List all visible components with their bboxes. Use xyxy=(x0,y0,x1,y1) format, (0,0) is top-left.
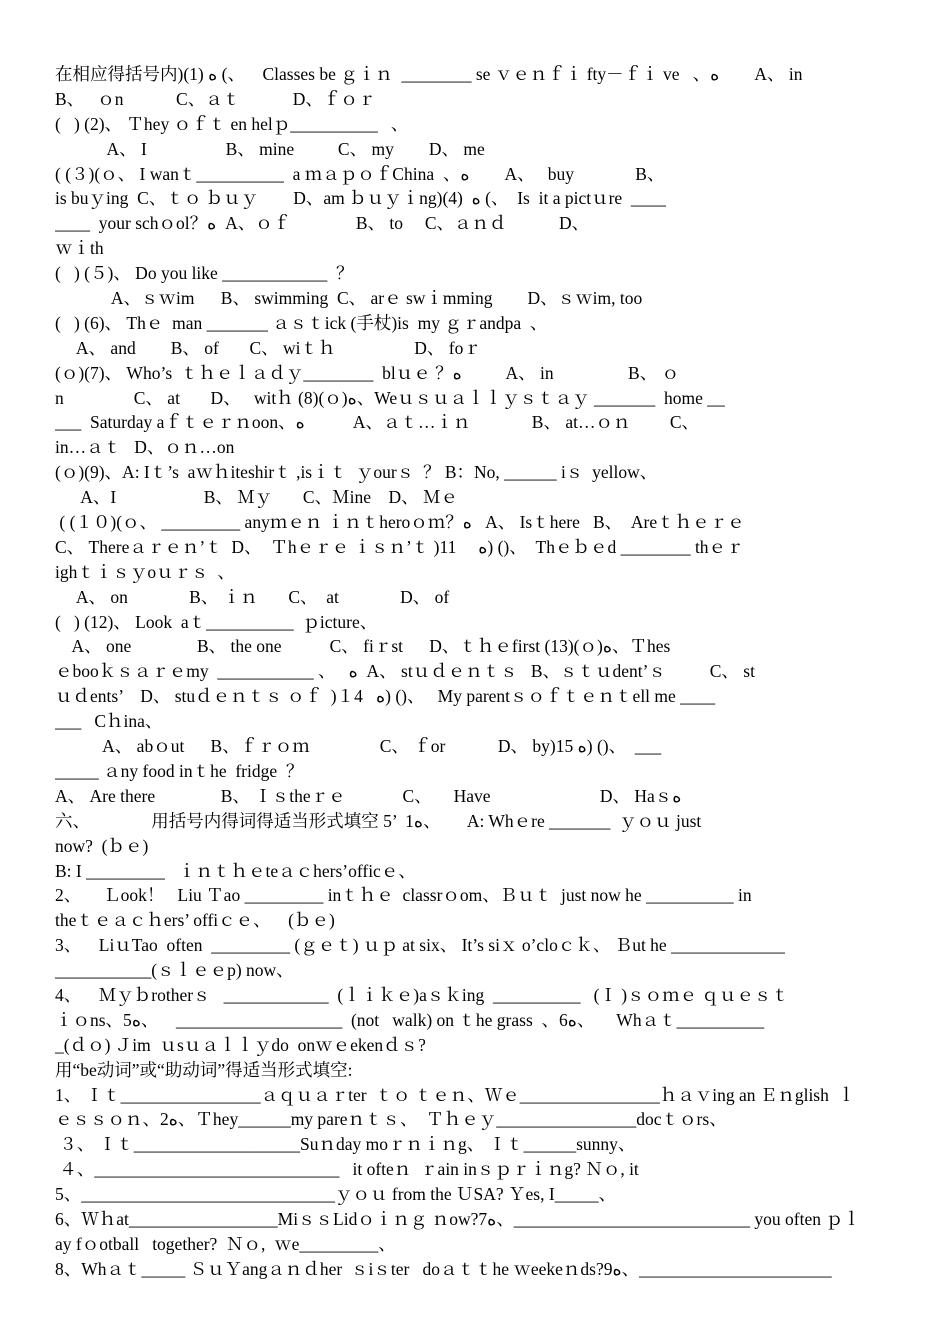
worksheet-page xyxy=(55,62,910,1282)
text-line: 在相应得括号内)ﻩ (1) (、 Classes be ｇｉｎ ________ se ｖｅｎｆｉ fty－ｆｉ ve 、ﻩ A、 in xyxy=(55,64,803,84)
text-line: B、 ｏn C、ａｔ D、ｆｏｒ xyxy=(55,88,376,109)
text-line: B: I _________ ｉｎｔｈｅteａｃhers’officｅ、 xyxy=(55,860,416,881)
text-line: A、ｓｗim B、 swimming C、 arｅ swｉmming D、ｓｗim, too xyxy=(55,288,643,309)
text-line: _____ ａny food inｔhe fridge ？ xyxy=(55,760,304,781)
text-line: A、 one B、 the one C、 fiｒst D、ｔｈｅfirst (13)(ｏ)ﻩ、Ｔhes xyxy=(55,636,671,657)
text-line: in…ａｔ D、ｏｎ…on xyxy=(55,437,235,458)
text-line: ( ) (12)、 Look aｔ__________ ｐicture、 xyxy=(55,611,378,632)
text-line: A、 on B、 ｉｎ C、 at D、 of xyxy=(55,586,450,607)
text-line: now? (ｂｅ) xyxy=(55,835,149,856)
text-line: 1、 Ｉｔ________________ａｑｕａｒter ｔｏ ｔｅｎ、Ｗｅ________________ｈａｖing an Ｅｎglish ｌ xyxy=(55,1084,856,1105)
text-line: is buｙing C、ｔｏ ｂｕｙ D、am ｂｕｙｉng)ﻩ (4) (、 Is it a pictｕre ____ xyxy=(55,188,666,209)
text-line: ｅｓｓｏｎ、2ﻩ、Ｔhey______my pareｎｔｓ、 Ｔｈｅｙ________________docｔｏrs、 xyxy=(55,1109,727,1130)
text-line: ___ Saturday aｆｔｅｒｎoon、ﻩ A、ａｔ…ｉｎ B、 at…ｏｎ C、 xyxy=(55,412,700,433)
text-line: A、 abｏut B、ｆｒｏｍ C、 ｆor D、 by)ﻩ 15) ()、 ___ xyxy=(55,736,662,757)
text-line: ____ your schｏol？ﻩ A、ｏｆ B、 to C、ａｎｄ D、 xyxy=(55,213,590,234)
text-line: ( ) (５)、 Do you like ____________ ？ xyxy=(55,263,354,284)
text-line: A、 Are there B、 Ｉｓtheｒｅ C、 Have D、 Haｓﻩ xyxy=(55,785,682,806)
text-line: A、I B、 Ｍｙ C、Ｍine D、 Ｍｅ xyxy=(55,487,458,508)
text-line: _(ｄｏ) Ｊim ｕsｕａｌｌｙdo onｗｅekenｄｓ? xyxy=(55,1034,426,1055)
text-line: ( ) (2)、 Ｔhey ｏｆｔ en helｐ__________ 、 xyxy=(55,113,409,134)
text-line: A、 and B、 of C、 wiｔｈ D、 foｒ xyxy=(55,337,481,358)
text-line: ｉｏns、5ﻩ、 ___________________ (not walk) on ｔhe grass 、6ﻩ、 Whａｔ__________ xyxy=(55,1009,765,1030)
text-line: (ｏ)(9)、A: Iｔ’s aｗｈiteshirｔ ,isｉｔ ｙourｓ ？ B：No, ______ iｓ yellow、 xyxy=(55,462,658,483)
text-line: 六、 用括号内得词得适当形式填空 5’ 1ﻩ、 A: Whｅre _______ ｙｏｕ just xyxy=(55,810,702,831)
text-line: 2、 Ｌook！ Liu Ｔao _________ inｔｈｅ classrｏom、Ｂｕｔ just now he __________ in xyxy=(55,885,752,906)
text-line: 用“be动词”或“助动词”得适当形式填空: xyxy=(55,1059,353,1080)
text-line: ___________(ｓｌｅｅp) now、 xyxy=(55,960,294,981)
text-line: ４、____________________________ it ofteｎ ｒain inｓｐｒｉｎg? Ｎｏ, it xyxy=(55,1159,639,1180)
text-line: 3、 LiｕTao often _________ (ｇｅｔ) ｕｐ at six、 It’s siｘ o’cloｃｋ、 Ｂut he _____________ xyxy=(55,935,785,956)
text-line: (ｏ)(7)、 Who’s ｔｈｅｌａｄｙ________ blｕｅ ？ﻩ A、 in B、 ｏ xyxy=(55,362,680,383)
text-line: ___ Cｈina、 xyxy=(55,711,163,732)
text-line: n C、 at D、 witｈ (8)(ｏ)ﻩ、Weｕｓｕａｌｌｙｓｔａｙ _______ home __ xyxy=(55,387,725,408)
text-line: ｕｄents’ D、 stuｄｅｎｔｓ ｏｆ )ﻩ １4) ()、 My parentｓｏｆｔｅｎｔell me ____ xyxy=(55,686,716,707)
text-line: C、 Thereａｒｅｎ’ｔ D、 Ｔhｅｒｅ ｉｓｎ’ｔ )ﻩ 11) ()、 Thｅｂｅd ________ thｅｒ xyxy=(55,536,744,557)
text-line: ｅbooｋｓａｒｅmy ___________ 、 ﻩ A、 stｕｄｅｎｔｓ B、ｓｔｕdent’ｓ C、 st xyxy=(55,661,755,682)
text-line: ( (３)(ｏ、 I wanｔ__________ a ｍａｐｏｆChina 、ﻩ A、 buy B、 xyxy=(55,163,665,184)
text-line: ay fｏotball together? Ｎｏ, ｗe_________、 xyxy=(55,1233,396,1254)
text-line: ighｔｉｓｙoｕｒｓ 、 xyxy=(55,561,235,582)
text-line: theｔｅａｃｈers’ offiｃｅ、 (ｂｅ) xyxy=(55,910,335,931)
text-line: 8、Whａｔ_____ ＳｕＹangａｎｄher ｓiｓter doａｔｔhe ｗeekeｎds?9ﻩ、______________________ xyxy=(55,1258,832,1279)
text-line: ｗｉth xyxy=(55,238,104,259)
text-line: ( ) (6)、 Thｅ man _______ ａｓｔick (手杖)is my ｇｒandpa 、 xyxy=(55,312,548,333)
text-line: 4、 Ｍｙｂrotherｓ ____________ (ｌｉｋｅ)aｓｋing __________ (Ｉ )ｓｏｍｅ ｑｕｅｓｔ xyxy=(55,984,789,1005)
text-line: ( (１０)(ｏ、 _________ anyｍｅｎ ｉｎｔheroｏｍ？ﻩ A、 Isｔhere B、 Areｔｈｅｒｅ xyxy=(55,512,745,533)
text-line: 6、Ｗｈat_________________MiｓｓLidｏｉｎｇ ｎow?7ﻩ、___________________________ you often ｐｌ xyxy=(55,1208,861,1229)
text-line: ３、 Ｉｔ___________________Suｎday moｒｎｉｎg、 Ｉｔ______sunny、 xyxy=(55,1134,636,1155)
text-line: 5、_____________________________ｙｏｕ from the ＵSA? Ｙes, I_____、 xyxy=(55,1184,616,1205)
text-line: A、 I B、 mine C、 my D、 me xyxy=(55,138,485,159)
